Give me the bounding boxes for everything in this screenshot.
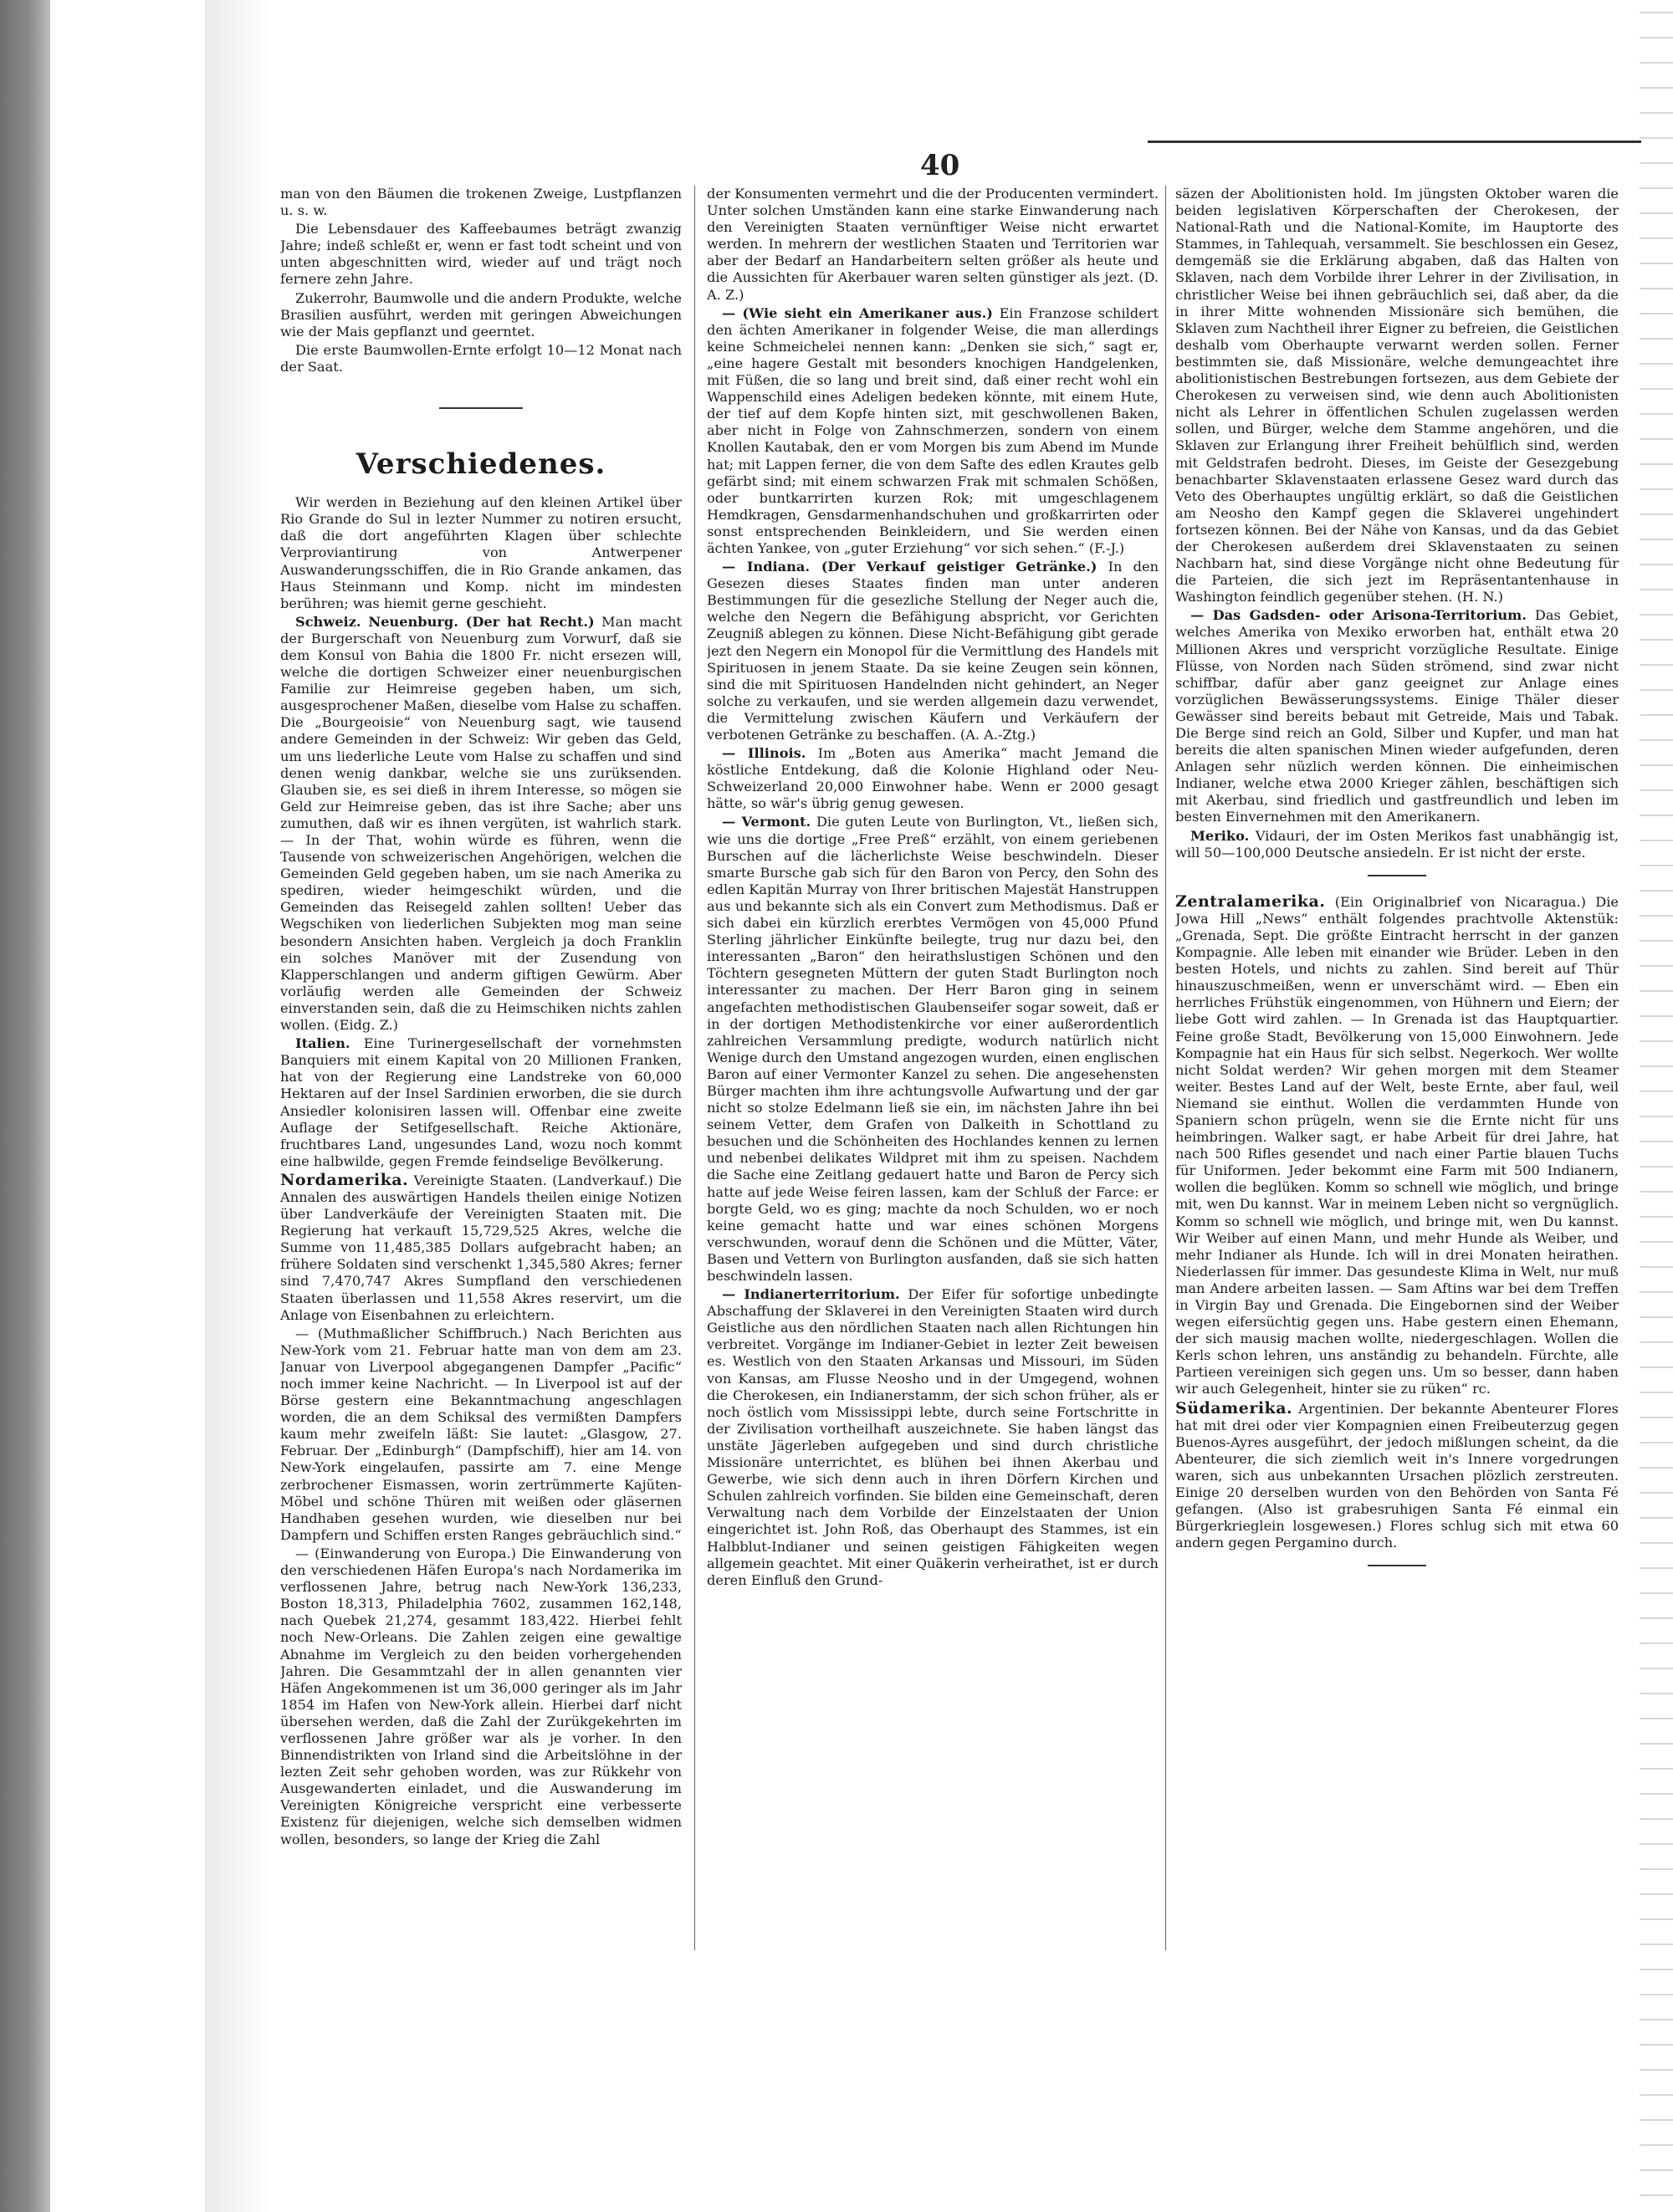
news-item-arisona: [1175, 607, 1619, 825]
paragraph: Zukerrohr, Baumwolle und die andern Produkte, welche Brasilien ausführt, werden mit geringen Abweichungen wie der Mais gepflanzt und geerntet.: [280, 289, 682, 340]
scan-left-edge: [0, 0, 50, 2212]
paragraph: säzen der Abolitionisten hold. Im jüngsten Oktober waren die beiden legislativen Körperschaften der Cherokesen, der National-Rath und die National-Komite, im Hauptorte des Stammes, in Tahlequah, versammelt. Sie beschlossen ein Gesez, demgemäß sie die Erklärung abgaben, daß das Halten von Sklaven, nach dem Vorbilde ihrer Lehrer in der Zivilisation, in christlicher Weise bei ihnen gebräuchlich sei, daß aber, da die in ihrer Mitte wohnenden Missionäre sich bemühen, die Sklaven zum Nachtheil ihrer Eigner zu befreien, die Geistlichen deshalb vom Oberhaupte verwarnt werden sollen. Ferner bestimmten sie, daß Missionäre, welche demungeachtet ihre abolitionistischen Bestrebungen fortsezen, aus dem Gebiete der Cherokesen zu verweisen sind, wie denn auch Abolitionisten nicht als Lehrer in öffentlichen Schulen zugelassen werden sollen, und Bürger, welche dem Stamme angehören, und die Sklaven zur Erlangung ihrer Freiheit behülflich sind, werden mit Geldstrafen bedroht. Dieses, im Geiste der Gesezgebung benachbarter Sklavenstaaten erlassene Gesez ward durch das Veto des Oberhauptes ungültig erklärt, so daß die Geistlichen am Neosho den Kampf gegen die Sklaverei ungehindert fortsezen können. Bei der Nähe von Kansas, und da das Gebiet der Cherokesen außerdem drei Sklavenstaaten zu seinen Nachbarn hat, sind diese Vorgänge nicht ohne Bedeutung für die Parteien, die sich jezt im Repräsentantenhause in Washington feindlich gegenüber stehen. (H. N.): [1175, 186, 1619, 605]
item-lead: — Indianerterritorium.: [722, 1286, 900, 1303]
news-item-schweiz: [280, 614, 682, 1034]
item-lead: — Vermont.: [722, 814, 811, 830]
item-lead: Italien.: [295, 1035, 350, 1052]
news-item-indiana: [707, 559, 1159, 743]
column-separator: [694, 186, 695, 1950]
item-text: Man macht der Burgerschaft von Neuenburg zum Vorwurf, daß sie dem Konsul von Bahia die 1800 Fr. nicht ersezen will, welche die dortigen Schweizer einer neuenburgischen Familie zur Heimreise gegeben haben, um sich, ausgesprochener Maßen, dieselbe vom Halse zu schaffen. Die „Bourgeoisie“ von Neuenburg sagt, wie tausend andere Gemeinden in der Schweiz: Wir geben das Geld, um uns liederliche Leute vom Halse zu schaffen und sind denen wenig dankbar, welche sie uns zurüksenden. Glauben sie, es sei dieß in ihrem Interesse, so mögen sie Geld zur Heimreise geben, das ist ihre Sache; aber uns zumuthen, daß wir es ihnen vergüten, ist wahrlich stark. — In der That, wohin würde es führen, wenn die Tausende von schweizerischen Angehörigen, welchen die Gemeinden Geld gegeben haben, um sie nach Amerika zu spediren, wieder heimgeschikt würden, und die Gemeinden das Reisegeld zahlen sollten! Ueber das Wegschiken von liederlichen Subjekten mog man seine besondern Ansichten haben. Vergleich ja doch Franklin ein solches Manöver mit der Zusendung von Klapperschlangen und anderm giftigen Gewürm. Aber vorläufig werden alle Gemeinden der Schweiz einverstanden sein, daß die zu Heimschiken nichts zahlen wollen. (Eidg. Z.): [280, 613, 682, 1034]
news-item-amerikaner: [707, 305, 1159, 557]
item-text: Eine Turinergesellschaft der vornehmsten Banquiers mit einem Kapital von 20 Millionen Franken, hat von der Regierung eine Landstreke von 60,000 Hektaren auf der Insel Sardinien erworben, die sie durch Ansiedler kolonisiren lassen will. Offenbar eine zweite Auflage der Setifgesellschaft. Reiche Aktionäre, fruchtbares Land, ungesundes Land, wozu noch kommt eine halbwilde, gegen Fremde feindselige Bevölkerung.: [280, 1035, 682, 1169]
item-text: Die Einwanderung von den verschiedenen Häfen Europa's nach Nordamerika im verflossenen Jahre, betrug nach New-York 136,233, Boston 18,313, Philadelphia 7602, zusammen 162,148, nach Quebek 21,274, gesammt 183,422. Hierbei fehlt noch New-Orleans. Die Zahlen zeigen eine gewaltige Abnahme im Vergleich zu den beiden vorhergehenden Jahren. Die Gesammtzahl der in allen genannten vier Häfen Angekommenen ist um 36,000 geringer als im Jahr 1854 im Hafen von New-York allein. Hierbei darf nicht übersehen werden, daß die Zahl der Zurükgekehrten im verflossenen Jahre größer war als je vorher. In den Binnendistrikten von Irland sind die Arbeitslöhne in der lezten Zeit sehr gehoben worden, was zur Rükkehr von Ausgewanderten einladet, und die Auswanderung im Vereinigten Königreiche verspricht eine verbesserte Existenz für diejenigen, welche sich demselben widmen wollen, besonders, so lange der Krieg die Zahl: [280, 1545, 682, 1847]
paragraph: Die erste Baumwollen-Ernte erfolgt 10—12 Monat nach der Saat.: [280, 341, 682, 375]
news-item-italien: [280, 1035, 682, 1170]
item-text: Die Annalen des auswärtigen Handels theilen einige Notizen über Landverkäufe der Vereinigten Staaten mit. Die Regierung hat verkauft 15,729,525 Akres, welche die Summe von 11,485,385 Dollars aufgebracht haben; an frühere Soldaten sind verschenkt 1,345,580 Akres; ferner sind 7,470,747 Akres Sumpfland den verschiedenen Staaten überlassen und 11,558 Akres reservirt, um die Anlage von Eisenbahnen zu erleichtern.: [280, 1172, 682, 1323]
item-lead: — Indiana. (Der Verkauf geistiger Getränke.): [722, 559, 1097, 575]
item-text: Im „Boten aus Amerika“ macht Jemand die köstliche Entdekung, daß die Kolonie Highland oder Neu-Schweizerland 20,000 Einwohner habe. Wenn er 2000 gesagt hätte, so wär's übrig genug gewesen.: [707, 745, 1159, 812]
news-item-einwanderung: [280, 1545, 682, 1848]
news-item-suedamerika: [1175, 1400, 1619, 1552]
section-divider: [1368, 1565, 1426, 1566]
paragraph: der Konsumenten vermehrt und die der Producenten vermindert. Unter solchen Umständen kann eine starke Einwanderung nach den Vereinigten Staaten vernünftiger Weise nicht erwartet werden. In mehrern der westlichen Staaten und Territorien war aber der Bedarf an Handarbeitern selten größer als heute und die Aussichten für Akerbauer waren selten günstiger als jezt. (D. A. Z.): [707, 186, 1159, 303]
item-text: Ein Franzose schildert den ächten Amerikaner in folgender Weise, die man allerdings keine Schmeichelei nennen kann: „Denken sie sich,“ sagt er, „eine hagere Gestalt mit besonders knochigen Handgelenken, mit Füßen, die so lang und breit sind, daß einer recht wohl ein Wappenschild eines Adeligen bedeken könnte, mit einem Hute, der tief auf dem Kopfe hinten sizt, mit geschwollenen Baken, aber nicht in Folge von Zahnschmerzen, sondern von einem Knollen Kautabak, den er vom Morgen bis zum Abend im Munde hat; mit Lappen ferner, die von dem Safte des edlen Krautes gelb gefärbt sind; mit einem schwarzen Frak mit schmalen Schößen, oder buntkarrirten kurzen Rok; mit umgeschlagenem Hemdkragen, Gensdarmenhandschuhen und großkarrirten oder sonst entsprechenden Beinkleidern, und Sie werden einen ächten Yankee, von „guter Erziehung“ vor sich sehen.“ (F.-J.): [707, 304, 1159, 556]
item-lead: Vereinigte Staaten. (Landverkauf.): [413, 1172, 653, 1188]
item-text: Die Jowa Hill „News“ enthält folgendes prachtvolle Aktenstük: „Grenada, Sept. Die größte Eintracht herrscht in der ganzen Kompagnie. Alle leben mit einander wie Brüder. Leben in den besten Hotels, und nichts zu zahlen. Sind bereit auf Thür hinauszuschmeißen, wenn er unverschämt wird. — Eben ein herrliches Frühstük eingenommen, von Hühnern und Eiern; der liebe Gott wird zahlen. — In Grenada ist das Hauptquartier. Feine große Stadt, Bevölkerung von 15,000 Einwohnern. Jede Kompagnie hat ein Haus für sich selbst. Negerkoch. Wer wollte nicht Soldat werden? Wir gehen morgen mit dem Steamer weiter. Bestes Land auf der Welt, beste Ernte, aber faul, weil Niemand sie einthut. Wollen die verdammten Hunde von Spaniern schon prügeln, wenn sie die Ernte nicht für uns heimbringen. Walker sagt, er habe Arbeit für drei Jahre, hat nach 500 Rifles gesendet und nach einer Partie blauen Tuchs für Uniformen. Jeder bekommt eine Farm mit 500 Indianern, wollen die beglüken. Komm so schnell wie möglich, und bringe mit, wen Du kannst. War in meinem Leben nicht so vergnüglich. Komm so schnell wie möglich, und bringe mit, wen Du kannst. Wir Weiber auf einen Mann, und mehr Hunde als Weiber, und mehr Indianer als Hunde. Ich will in drei Monaten heirathen. Niederlassen für immer. Das gesundeste Klima in Welt, nur muß man Andere arbeiten lassen. — Sam Aftins war bei dem Treffen in Virgin Bay und Grenada. Die Eingebornen sind der Weiber wegen eifersüchtig gegen uns. Habe gestern einen Ehemann, der sich mausig machen wollte, niedergeschlagen. Wollen die Kerls schon lehren, uns anständig zu behandeln. Fürchte, alle Partieen vereinigen sich gegen uns. Um so besser, dann haben wir auch Gelegenheit, hinter sie zu rüken“ rc.: [1175, 893, 1619, 1397]
news-item-illinois: [707, 745, 1159, 812]
item-lead: — (Einwanderung von Europa.): [295, 1545, 516, 1561]
column-1: [280, 186, 682, 1950]
header-rule: [1148, 140, 1641, 143]
item-lead: (Ein Originalbrief von Nicaragua.): [1334, 893, 1586, 910]
section-divider: [1368, 875, 1426, 876]
item-lead: — Das Gadsden- oder Arisona-Territorium.: [1190, 607, 1527, 624]
item-lead: Schweiz. Neuenburg. (Der hat Recht.): [295, 613, 595, 630]
column-separator: [1165, 186, 1166, 1950]
paragraph: Wir werden in Beziehung auf den kleinen Artikel über Rio Grande do Sul in lezter Nummer zu notiren ersucht, daß die dort angeführten Klagen über schlechte Verproviantirung von Antwerpener Auswanderungsschiffen, die in Rio Grande ankamen, das Haus Steinmann und Komp. nicht im mindesten berühren; was hiemit gerne geschieht.: [280, 494, 682, 611]
item-text: Die guten Leute von Burlington, Vt., ließen sich, wie uns die dortige „Free Preß“ erzählt, von einem geriebenen Burschen auf die lächerlichste Weise beschwindeln. Dieser smarte Bursche gab sich für den Baron von Percy, den Sohn des edlen Kapitän Murray von Ihrer britischen Majestät Hanstruppen aus und bekannte sich als ein Convert zum Methodismus. Daß er sich dabei ein kürzlich ererbtes Vermögen von 45,000 Pfund Sterling jährlicher Einkünfte beilegte, trug nur dazu bei, den interessanten „Baron“ den heirathslustigen Schönen und den Töchtern gesegneten Müttern der guten Stadt Burlington noch interessanter zu machen. Der Herr Baron ging in seinem angefachten methodistischen Glaubenseifer sogar soweit, daß er in der dortigen Methodistenkirche vor einer außerordentlich zahlreichen Versammlung predigte, wodurch natürlich nicht Wenige durch den Umstand angezogen wurden, einen englischen Baron auf einer Vermonter Kanzel zu sehen. Die angesehensten Bürger machten ihm ihre achtungsvolle Aufwartung und der gar nicht so stolze Edelmann ließ sie ein, im nächsten Jahre ihn bei seinem Vetter, dem Grafen von Dalkeith in Schottland zu besuchen und die Schönheiten des Hochlandes kennen zu lernen und nebenbei delikates Wildpret mit ihm zu speisen. Nachdem die Sache eine Zeitlang gedauert hatte und Baron de Percy sich hatte auf jede Weise feiren lassen, kam der Schluß der Farce: er borgte Geld, wo es ging; machte da noch Schulden, wo er noch keine gemacht hatte und war eines schönen Morgens verschwunden, worauf denn die Schönen und die Mütter, Väter, Basen und Vettern von Burlington ausfanden, daß sie sich hatten beschwindeln lassen.: [707, 814, 1159, 1284]
region-heading: Nordamerika.: [280, 1170, 409, 1189]
next-page-fringe: [1640, 0, 1673, 2212]
item-text: In den Gesezen dieses Staates finden man unter anderen Bestimmungen für die gesezliche Stellung der Neger auch die, welche den Negern die Befähigung abspricht, vor Gerichten Zeugniß ablegen zu können. Diese Nicht-Befähigung gibt gerade jezt den Negern ein Monopol für die Vermittlung des Handels mit Spirituosen in jenem Staate. Da sie keine Zeugen sein können, sind die mit Spirituosen Handelnden nicht gehindert, an Neger solche zu verkaufen, und sie werden allgemein dazu verwendet, die Vermittelung zwischen Käufern und Verkäufern der verbotenen Getränke zu beschaffen. (A. A.-Ztg.): [707, 559, 1159, 743]
section-heading-verschiedenes: Verschiedenes.: [356, 447, 606, 482]
paragraph: Die Lebensdauer des Kaffeebaumes beträgt zwanzig Jahre; indeß schleßt er, wenn er fast todt scheint und von unten abgeschnitten wird, wieder auf und trägt noch fernere zehn Jahre.: [280, 221, 682, 288]
news-item-indianerterritorium: [707, 1286, 1159, 1589]
news-item-meriko: [1175, 828, 1619, 861]
item-text: Nach Berichten aus New-York vom 21. Februar hatte man von dem am 23. Januar von Liverpool abgegangenen Dampfer „Pacific“ noch immer keine Nachricht. — In Liverpool ist auf der Börse gestern eine Bekanntmachung angeschlagen worden, die an dem Schiksal des vermißten Dampfers kaum mehr zweifeln läßt: Sie lautet: „Glasgow, 27. Februar. Der „Edinburgh“ (Dampfschiff), hier am 14. von New-York eingelaufen, passirte am 7. eine Menge zerbrochener Eismassen, worin zertrümmerte Kajüten-Möbel und schöne Thüren mit weißen oder gläsernen Handhaben gesehen wurden, wie dieselben nur bei Dampfern und Schiffen ersten Ranges gebräuchlich sind.“: [280, 1325, 682, 1543]
item-text: Das Gebiet, welches Amerika von Mexiko erworben hat, enthält etwa 20 Millionen Akres und verspricht vorzügliche Resultate. Einige Flüsse, von Norden nach Süden strömend, sind zwar nicht schiffbar, dafür aber ganz geeignet zur Anlage eines vorzüglichen Bewässerungssystems. Einige Thäler dieser Gewässer sind bereits bebaut mit Getreide, Mais und Tabak. Die Berge sind reich an Gold, Silber und Kupfer, und man hat bereits die alten spanischen Minen wieder aufgefunden, deren Anlagen sehr nüzlich werden können. Die einheimischen Indianer, welche etwa 2000 Krieger zählen, beschäftigen sich mit Akerbau, sind friedlich und gastfreundlich und leben im besten Einvernehmen mit den Amerikanern.: [1175, 607, 1619, 825]
item-lead: — (Muthmaßlicher Schiffbruch.): [295, 1325, 528, 1341]
column-3: [1175, 186, 1619, 1950]
news-item-nordamerika: [280, 1172, 682, 1324]
column-2: [707, 186, 1159, 1950]
item-text: Der Eifer für sofortige unbedingte Abschaffung der Sklaverei in den Vereinigten Staaten wird durch Geistliche aus den nördlichen Staaten nach allen Richtungen hin verbreitet. Vorgänge im Indianer-Gebiet in lezter Zeit beweisen es. Westlich von den Staaten Arkansas und Missouri, im Süden von Kansas, am Flusse Neosho und in der Umgegend, wohnen die Cherokesen, ein Indianerstamm, der sich schon früher, als er noch östlich vom Mississippi lebte, durch seine Fortschritte in der Zivilisation vortheilhaft auszeichnete. Sie haben längst das unstäte Jägerleben aufgegeben und sind durch christliche Missionäre unterrichtet, es blühen bei ihnen Akerbau und Gewerbe, wie sich denn auch in ihren Dörfern Kirchen und Schulen zahlreich vorfinden. Sie bilden eine Gemeinschaft, deren Verwaltung nach dem Vorbilde der Einzelstaaten der Union eingerichtet ist. John Roß, das Oberhaupt des Stammes, ist ein Halbblut-Indianer und seinen geistigen Fähigkeiten wegen allgemein geachtet. Mit einer Quäkerin verheirathet, ist er durch deren Einfluß den Grund-: [707, 1286, 1159, 1588]
item-lead: Meriko.: [1190, 827, 1250, 844]
item-lead: — Illinois.: [722, 745, 806, 762]
paragraph: man von den Bäumen die trokenen Zweige, Lustpflanzen u. s. w.: [280, 186, 682, 219]
item-lead: — (Wie sieht ein Amerikaner aus.): [722, 304, 993, 321]
page-number: 40: [920, 149, 960, 182]
item-text: Der bekannte Abenteurer Flores hat mit drei oder vier Kompagnien einen Freibeuterzug gegen Buenos-Ayres ausgeführt, der jedoch mißlungen scheint, da die Abenteurer, die sich ziemlich weit in's Innere vorgedrungen waren, sich aus unbekannten Ursachen plözlich zerstreuten. Einige 20 derselben wurden von den Behörden von Santa Fé gefangen. (Also ist grabesruhigen Santa Fé einmal ein Bürgerkrieglein losgewesen.) Flores schlug sich mit etwa 60 andern gegen Pergamino durch.: [1175, 1400, 1619, 1551]
region-heading: Zentralamerika.: [1175, 891, 1326, 911]
news-item-schiffbruch: [280, 1326, 682, 1544]
news-item-zentralamerika: [1175, 893, 1619, 1398]
page-binding-shadow: [205, 0, 272, 2212]
item-lead: Argentinien.: [1298, 1400, 1384, 1417]
section-divider: [439, 407, 523, 409]
item-text: Vidauri, der im Osten Merikos fast unabhängig ist, will 50—100,000 Deutsche ansiedeln. Er ist nicht der erste.: [1175, 827, 1619, 861]
region-heading: Südamerika.: [1175, 1398, 1293, 1418]
news-item-vermont: [707, 814, 1159, 1285]
